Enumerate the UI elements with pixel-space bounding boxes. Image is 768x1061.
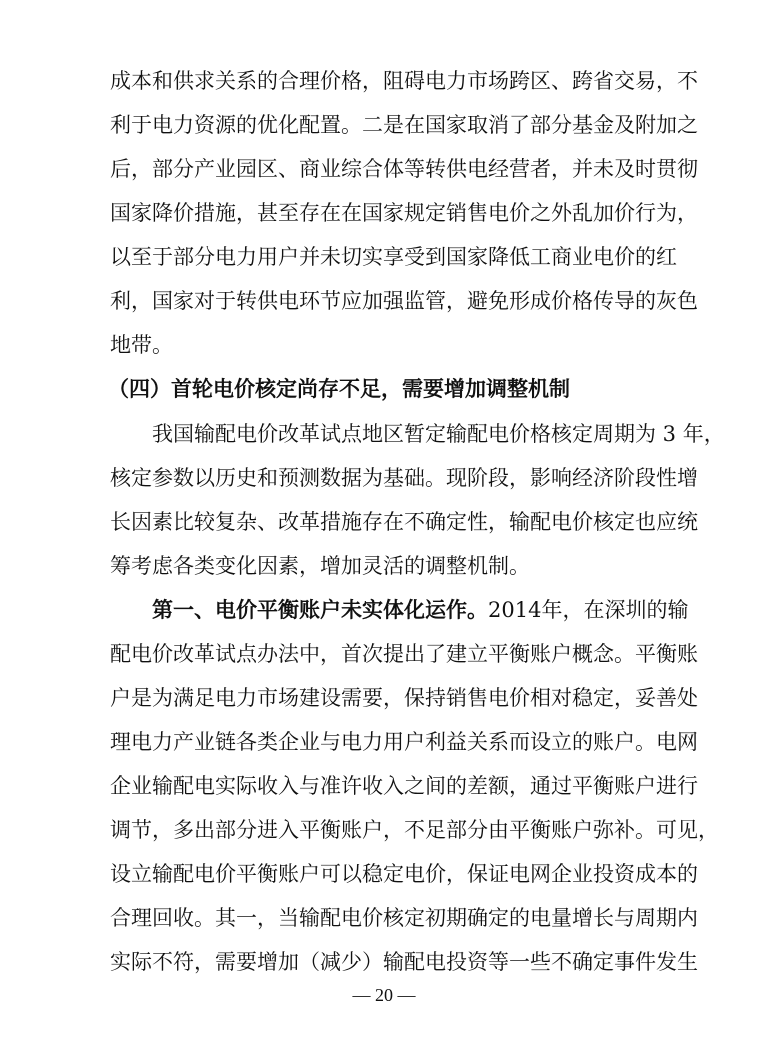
paragraph-3-line: 调节，多出部分进入平衡账户，不足部分由平衡账户弥补。可见， <box>110 818 719 842</box>
paragraph-3-line: 设立输配电价平衡账户可以稳定电价，保证电网企业投资成本的 <box>110 862 698 886</box>
paragraph-3-line: 理电力产业链各类企业与电力用户利益关系而设立的账户。电网 <box>110 730 698 754</box>
paragraph-3-first-line <box>152 595 689 625</box>
paragraph-1-line: 后，部分产业园区、商业综合体等转供电经营者，并未及时贯彻 <box>110 157 698 181</box>
paragraph-1-line: 利，国家对于转供电环节应加强监管，避免形成价格传导的灰色 <box>110 289 698 313</box>
paragraph-3-lead: 第一、电价平衡账户未实体化运作。 <box>152 597 488 622</box>
paragraph-1-line: 以至于部分电力用户并未切实享受到国家降低工商业电价的红 <box>110 245 677 269</box>
paragraph-3-line: 配电价改革试点办法中，首次提出了建立平衡账户概念。平衡账 <box>110 642 698 666</box>
paragraph-3-line: 户是为满足电力市场建设需要，保持销售电价相对稳定，妥善处 <box>110 686 698 710</box>
paragraph-1-line: 地带。 <box>110 333 173 357</box>
paragraph-3-line: 企业输配电实际收入与准许收入之间的差额，通过平衡账户进行 <box>110 774 698 798</box>
paragraph-2-line: 筹考虑各类变化因素，增加灵活的调整机制。 <box>110 554 530 578</box>
paragraph-3-lead-rest: 2014年，在深圳的输 <box>488 598 689 622</box>
paragraph-2-line: 核定参数以历史和预测数据为基础。现阶段，影响经济阶段性增 <box>110 466 698 490</box>
paragraph-3-line: 合理回收。其一，当输配电价核定初期确定的电量增长与周期内 <box>110 906 698 930</box>
section-heading: （四）首轮电价核定尚存不足，需要增加调整机制 <box>108 377 570 401</box>
paragraph-1-line: 成本和供求关系的合理价格，阻碍电力市场跨区、跨省交易，不 <box>110 69 698 93</box>
page-number: — 20 — <box>352 985 416 1005</box>
paragraph-1-line: 利于电力资源的优化配置。二是在国家取消了部分基金及附加之 <box>110 113 698 137</box>
paragraph-3-line: 实际不符，需要增加（减少）输配电投资等一些不确定事件发生 <box>110 950 698 974</box>
paragraph-2-line: 长因素比较复杂、改革措施存在不确定性，输配电价核定也应统 <box>110 510 698 534</box>
paragraph-2-line: 我国输配电价改革试点地区暂定输配电价格核定周期为 3 年， <box>152 422 725 446</box>
paragraph-1-line: 国家降价措施，甚至存在在国家规定销售电价之外乱加价行为， <box>110 201 698 225</box>
